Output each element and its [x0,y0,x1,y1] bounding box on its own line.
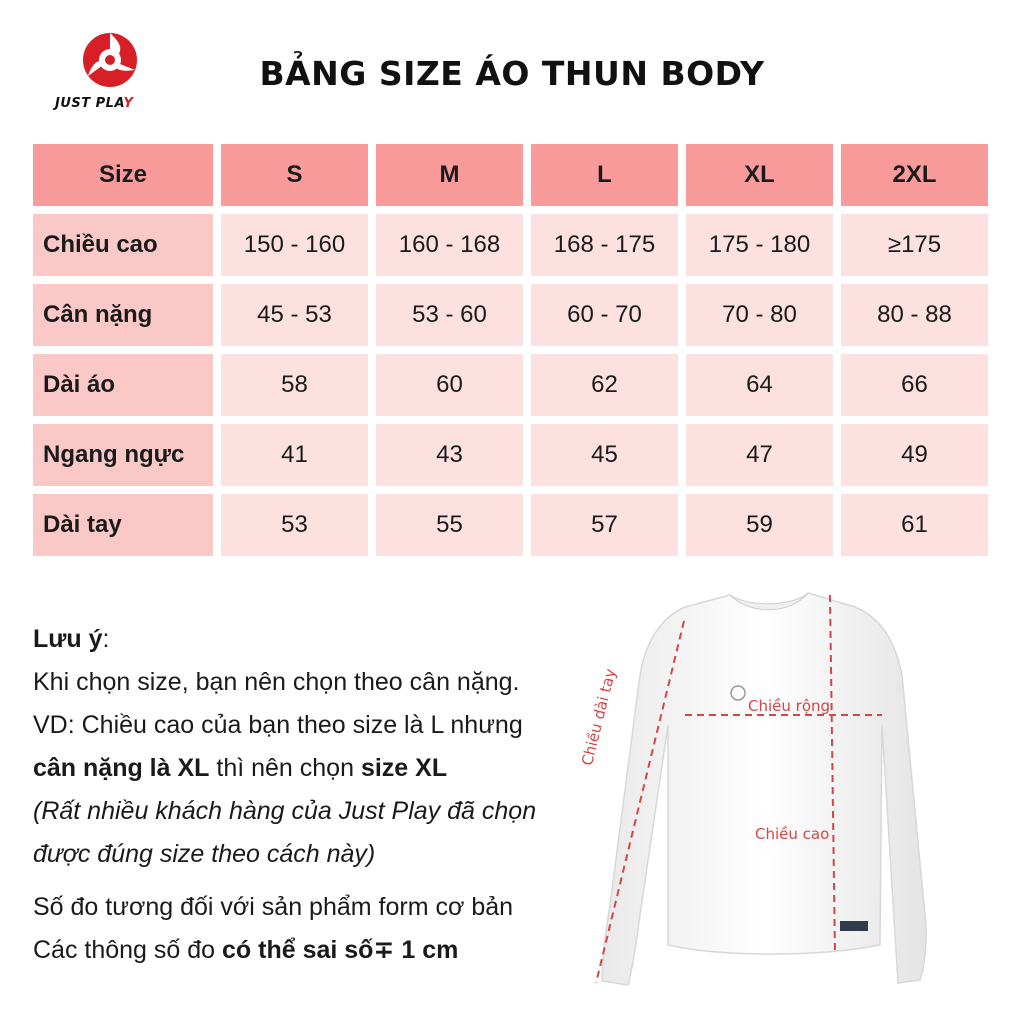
column-header: M [376,144,523,206]
table-cell: 53 - 60 [376,284,523,346]
row-label: Dài tay [33,494,213,556]
table-cell: 59 [686,494,833,556]
table-cell: 60 - 70 [531,284,678,346]
table-cell: 47 [686,424,833,486]
row-label: Ngang ngực [33,424,213,486]
table-cell: 66 [841,354,988,416]
table-cell: 60 [376,354,523,416]
table-cell: 41 [221,424,368,486]
brand-name: JUST PLAY [55,96,134,111]
column-header: L [531,144,678,206]
size-table [25,136,996,564]
table-cell: 57 [531,494,678,556]
column-header: XL [686,144,833,206]
notes-line: cân nặng là XL thì nên chọn size XL [33,754,448,782]
table-cell: 45 [531,424,678,486]
notes-line: VD: Chiều cao của bạn theo size là L nhưng [33,711,523,739]
row-label: Cân nặng [33,284,213,346]
column-header: 2XL [841,144,988,206]
column-header: S [221,144,368,206]
sleeve-length-label: Chiều dài tay [578,666,620,768]
notes-line: Số đo tương đối với sản phẩm form cơ bản [33,893,514,921]
shirt-diagram [580,585,960,1005]
table-cell: 49 [841,424,988,486]
row-label: Dài áo [33,354,213,416]
table-cell: 175 - 180 [686,214,833,276]
table-row [33,494,988,556]
notes-section [33,618,593,972]
table-cell: 70 - 80 [686,284,833,346]
long-sleeve-shirt-icon [580,585,960,1005]
notes-line: Khi chọn size, bạn nên chọn theo cân nặng. [33,668,520,696]
notes-heading: Lưu ý: [33,625,110,653]
table-header-row [33,144,988,206]
width-label: Chiều rộng [748,697,831,715]
table-cell: 53 [221,494,368,556]
table-row [33,284,988,346]
table-row [33,354,988,416]
table-cell: 80 - 88 [841,284,988,346]
notes-line: (Rất nhiều khách hàng của Just Play đã chọn [33,797,537,825]
table-cell: 55 [376,494,523,556]
column-header: Size [33,144,213,206]
height-label: Chiều cao [755,825,830,843]
page-title: BẢNG SIZE ÁO THUN BODY [259,54,765,93]
notes-line: được đúng size theo cách này) [33,840,376,868]
notes-line: Các thông số đo có thể sai số∓ 1 cm [33,936,459,964]
table-cell: 150 - 160 [221,214,368,276]
table-cell: 64 [686,354,833,416]
table-row [33,424,988,486]
table-cell: 62 [531,354,678,416]
table-cell: 58 [221,354,368,416]
row-label: Chiều cao [33,214,213,276]
table-row [33,214,988,276]
table-cell: 61 [841,494,988,556]
table-cell: ≥175 [841,214,988,276]
table-cell: 43 [376,424,523,486]
table-cell: 45 - 53 [221,284,368,346]
table-cell: 168 - 175 [531,214,678,276]
table-cell: 160 - 168 [376,214,523,276]
